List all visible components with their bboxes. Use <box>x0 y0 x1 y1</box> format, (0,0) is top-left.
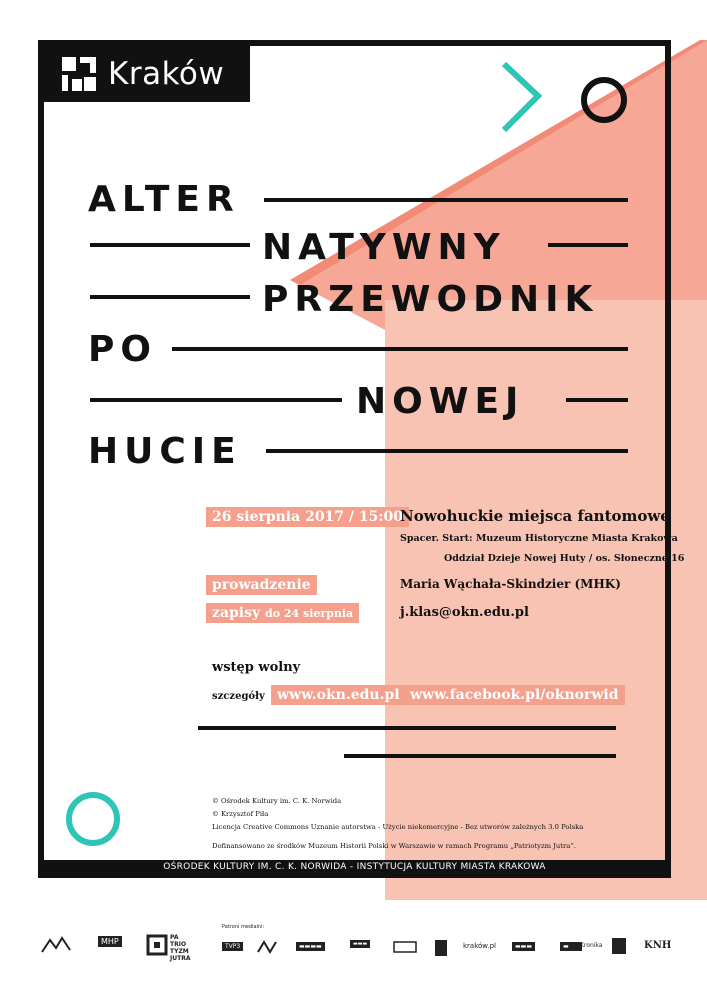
signup-label: zapisy <box>212 605 261 621</box>
signup-tag <box>206 603 359 623</box>
divider-rule <box>198 726 616 730</box>
details-label: szczegóły <box>212 691 265 702</box>
media-logo-small: ▬ <box>560 942 582 951</box>
credit-line-1: © Ośrodek Kultury im. C. K. Norwida <box>212 797 342 805</box>
admission-text: wstęp wolny <box>212 660 301 675</box>
patriotyzm-text: PA TRIO TYZM JUTRA <box>170 934 191 962</box>
title-line-6: HUCIE <box>88 431 242 472</box>
title-rule <box>264 198 628 202</box>
title-rule <box>566 398 628 402</box>
title-rule <box>90 295 250 299</box>
patriotyzm-logo-icon <box>146 934 168 956</box>
teal-circle-icon <box>62 788 124 850</box>
credit-line-4: Dofinansowano ze środków Muzeum Historii Polski w Warszawie w ramach Programu „Patriotyzm Jutra”. <box>212 842 576 850</box>
title-line-1: ALTER <box>88 179 240 220</box>
media-logo-radio <box>256 940 286 954</box>
media-logo-krakow-dark: ▬▬▬ <box>512 942 535 951</box>
divider-rule <box>344 754 616 758</box>
footer-band: OŚRODEK KULTURY IM. C. K. NORWIDA - INSTYTUCJA KULTURY MIASTA KRAKOWA <box>44 860 665 874</box>
facebook-link[interactable]: www.facebook.pl/oknorwid <box>404 685 625 705</box>
norwid-logo-icon <box>40 934 76 956</box>
media-logo-bar <box>435 940 447 956</box>
knh-logo: KNH <box>644 940 672 951</box>
credit-line-2: © Krzysztof Piła <box>212 810 269 818</box>
krakow-logo-icon <box>62 57 96 91</box>
krakow-logo <box>44 46 250 102</box>
media-logo-polska: ▬▬▬▬ <box>296 942 325 951</box>
event-name: Nowohuckie miejsca fantomowe <box>400 507 670 525</box>
event-description-line-1: Spacer. Start: Muzeum Historyczne Miasta Krakowa <box>400 533 678 544</box>
guide-label-tag: prowadzenie <box>206 575 317 595</box>
title-line-3: PRZEWODNIK <box>262 279 599 320</box>
credit-line-3: Licencja Creative Commons Uznanie autorstwa - Użycie niekomercyjne - Bez utworów zależnych 3.0 Polska <box>212 823 584 831</box>
media-patrons-label: Patroni medialni: <box>222 924 265 930</box>
mhp-logo-icon: MHP <box>98 936 122 947</box>
event-date-tag: 26 sierpnia 2017 / 15:00 <box>206 507 409 527</box>
title-line-2: NATYWNY <box>262 227 506 268</box>
event-description-line-2: Oddział Dzieje Nowej Huty / os. Słoneczne 16 <box>444 553 685 564</box>
krakow-pl-logo: kraków.pl <box>463 942 497 950</box>
title-rule <box>172 347 628 351</box>
media-logo-bb <box>612 938 626 954</box>
title-rule <box>90 398 342 402</box>
chevron-right-icon <box>498 60 648 140</box>
title-rule <box>90 243 250 247</box>
circle-outline-icon <box>584 80 624 120</box>
title-rule <box>266 449 628 453</box>
kronika-logo: Kronika <box>580 942 603 949</box>
title-line-5: NOWEJ <box>356 381 525 422</box>
signup-email[interactable]: j.klas@okn.edu.pl <box>400 605 529 620</box>
title-line-4: PO <box>88 329 157 370</box>
krakow-logo-text: Kraków <box>108 56 225 92</box>
guide-name: Maria Wąchała-Skindzier (MHK) <box>400 577 621 591</box>
media-logo-polskie <box>392 938 418 956</box>
signup-deadline: do 24 sierpnia <box>265 607 354 620</box>
media-logo-kultura: ▬▬▬ <box>350 940 370 948</box>
website-link[interactable]: www.okn.edu.pl <box>271 685 406 705</box>
media-logo-tvp3: TVP3 <box>222 942 243 951</box>
title-rule <box>548 243 628 247</box>
